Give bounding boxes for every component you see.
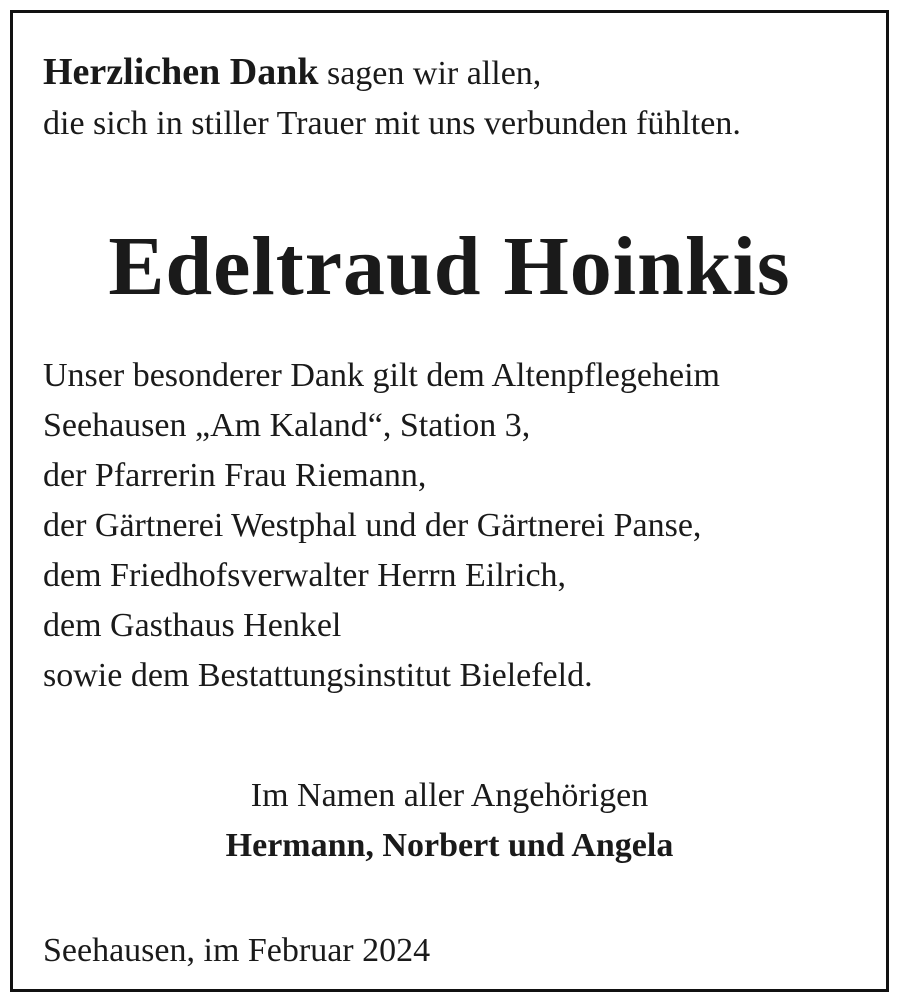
intro-line-1 (43, 47, 741, 99)
thanks-line: Seehausen „Am Kaland“, Station 3, (43, 407, 531, 444)
thanks-line: der Gärtnerei Westphal und der Gärtnerei Panse, (43, 507, 702, 544)
thanks-line: sowie dem Bestattungsinstitut Bielefeld. (43, 657, 593, 694)
signature-line: Im Namen aller Angehörigen (250, 777, 649, 814)
intro-rest: sagen wir allen, (318, 55, 542, 92)
intro-line-2: die sich in stiller Trauer mit uns verbunden fühlten. (43, 105, 741, 142)
thanks-line: Unser besonderer Dank gilt dem Altenpflegeheim (43, 357, 720, 394)
thanks-line: dem Gasthaus Henkel (43, 607, 342, 644)
intro-text (43, 47, 741, 149)
signature-names: Hermann, Norbert und Angela (225, 827, 674, 864)
thanks-line: der Pfarrerin Frau Riemann, (43, 457, 427, 494)
signature-block (13, 771, 886, 871)
place-date: Seehausen, im Februar 2024 (43, 932, 431, 969)
deceased-name: Edeltraud Hoinkis (108, 220, 791, 313)
thanks-line: dem Friedhofsverwalter Herrn Eilrich, (43, 557, 567, 594)
thanks-block (43, 351, 720, 701)
intro-bold: Herzlichen Dank (43, 51, 319, 93)
notice-frame (10, 10, 889, 992)
